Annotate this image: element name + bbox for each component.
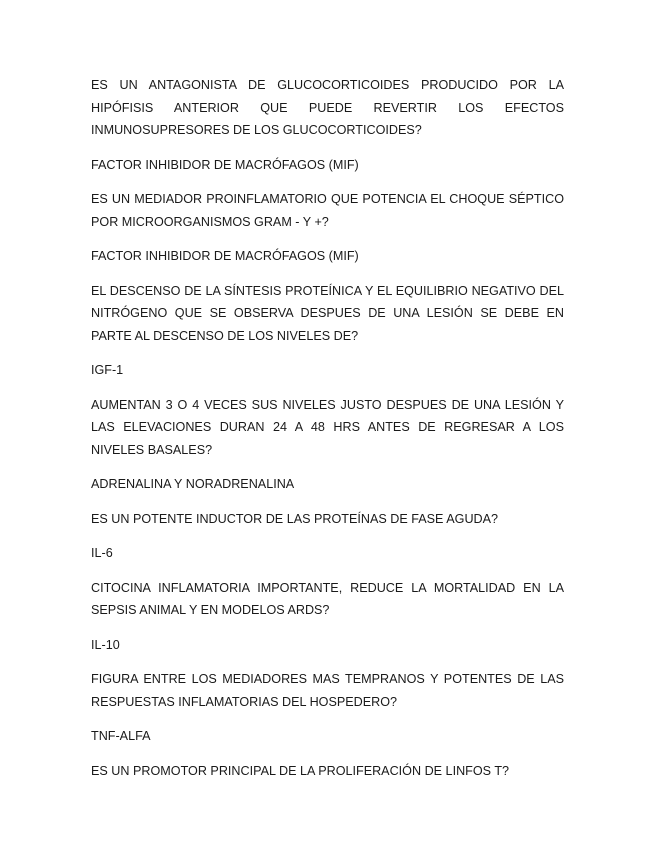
question-text: AUMENTAN 3 O 4 VECES SUS NIVELES JUSTO DESPUES DE UNA LESIÓN Y LAS ELEVACIONES DURAN 24 A 48 HRS ANTES DE REGRESAR A LOS NIVELES BASALES? bbox=[91, 397, 564, 457]
answer-text: FACTOR INHIBIDOR DE MACRÓFAGOS (MIF) bbox=[91, 249, 359, 263]
answer-text: IL-6 bbox=[91, 546, 113, 560]
question-text: CITOCINA INFLAMATORIA IMPORTANTE, REDUCE LA MORTALIDAD EN LA SEPSIS ANIMAL Y EN MODELOS ARDS? bbox=[91, 580, 564, 617]
question-text: EL DESCENSO DE LA SÍNTESIS PROTEÍNICA Y EL EQUILIBRIO NEGATIVO DEL NITRÓGENO QUE SE OBSERVA DESPUES DE UNA LESIÓN SE DEBE EN PARTE AL DESCENSO DE LOS NIVELES DE? bbox=[91, 283, 564, 343]
answer-text: ADRENALINA Y NORADRENALINA bbox=[91, 477, 295, 491]
answer-text: IGF-1 bbox=[91, 363, 124, 377]
question-text: FIGURA ENTRE LOS MEDIADORES MAS TEMPRANOS Y POTENTES DE LAS RESPUESTAS INFLAMATORIAS DEL HOSPEDERO? bbox=[91, 672, 564, 709]
question-text: ES UN ANTAGONISTA DE GLUCOCORTICOIDES PRODUCIDO POR LA HIPÓFISIS ANTERIOR QUE PUEDE REVERTIR LOS EFECTOS INMUNOSUPRESORES DE LOS GLUCOCORTICOIDES? bbox=[91, 78, 564, 137]
document-page bbox=[91, 74, 564, 794]
answer-text: FACTOR INHIBIDOR DE MACRÓFAGOS (MIF) bbox=[91, 157, 359, 172]
question-text: ES UN PROMOTOR PRINCIPAL DE LA PROLIFERACIÓN DE LINFOS T? bbox=[91, 763, 510, 778]
answer-text: TNF-ALFA bbox=[91, 729, 151, 743]
answer-text: IL-10 bbox=[91, 637, 120, 652]
question-text: ES UN POTENTE INDUCTOR DE LAS PROTEÍNAS DE FASE AGUDA? bbox=[91, 511, 499, 526]
question-text: ES UN MEDIADOR PROINFLAMATORIO QUE POTENCIA EL CHOQUE SÉPTICO POR MICROORGANISMOS GRAM - Y +? bbox=[91, 192, 564, 229]
